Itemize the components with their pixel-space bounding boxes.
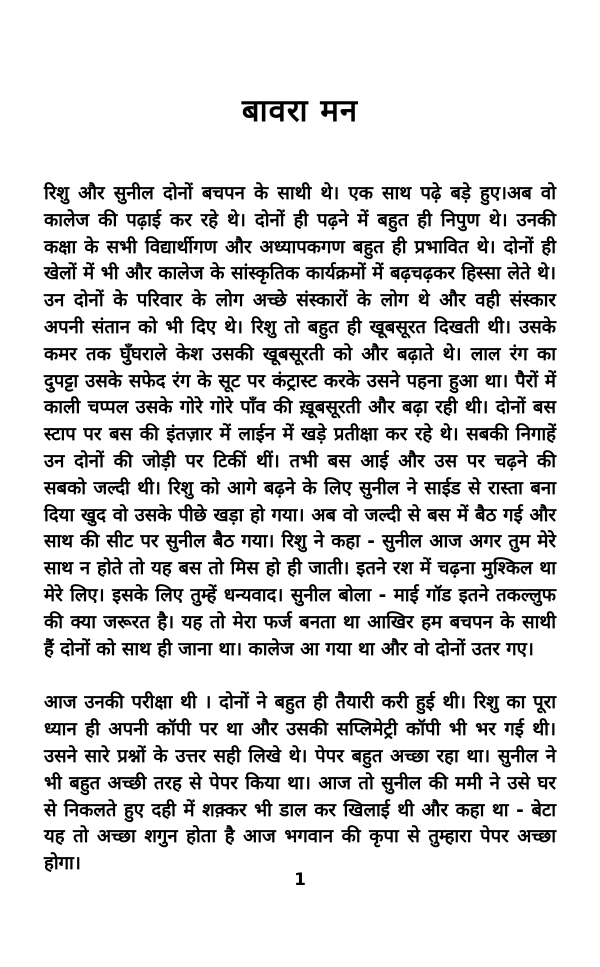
story-paragraph: रिशु और सुनील दोनों बचपन के साथी थे। एक साथ पढ़े बड़े हुए।अब वो कालेज की पढ़ाई कर रहे थे। दोनों ही पढ़ने में बहुत ही निपुण थे। उनकी कक्षा के सभी विद्यार्थीगण और अध्यापकगण बहुत ही प्रभावित थे। दोनों ही खेलों में भी और कालेज के सांस्कृतिक कार्यक्रमों में बढ़चढ़कर हिस्सा लेते थे। उन दोनों के परिवार के लोग अच्छे संस्कारों के लोग थे और वही संस्कार अपनी संतान को भी दिए थे। रिशु तो बहुत ही खूबसूरत दिखती थी। उसके कमर तक घुँघराले केश उसकी खूबसूरती को और बढ़ाते थे। लाल रंग का दुपट्टा उसके सफेद रंग के सूट पर कंट्रास्ट करके उसने पहना हुआ था। पैरों में काली चप्पल उसके गोरे गोरे पाँव की ख़ूबसूरती और बढ़ा रही थी। दोनों बस स्टाप पर बस की इंतज़ार में लाईन में खड़े प्रतीक्षा कर रहे थे। सबकी निगाहें उन दोनों की जोड़ी पर टिकीं थीं। तभी बस आई और उस पर चढ़ने की सबको जल्दी थी। रिशु को आगे बढ़ने के लिए सुनील ने साईड से रास्ता बना दिया खुद वो उसके पीछे खड़ा हो गया। अब वो जल्दी से बस में बैठ गई और साथ की सीट पर सुनील बैठ गया। रिशु ने कहा - सुनील आज अगर तुम मेरे साथ न होते तो यह बस तो मिस हो ही जाती। इतने रश में चढ़ना मुश्किल था मेरे लिए। इसके लिए तुम्हें धन्यवाद। सुनील बोला - माई गॉड इतने तकल्लुफ की क्या जरूरत है। यह तो मेरा फर्ज बनता था आखिर हम बचपन के साथी हैं दोनों को साथ ही जाना था। कालेज आ गया था और वो दोनों उतर गए। xyxy=(44,183,556,660)
story-paragraph: आज उनकी परीक्षा थी । दोनों ने बहुत ही तैयारी करी हुई थी। रिशु का पूरा ध्यान ही अपनी कॉपी पर था और उसकी सप्लिमेट्री कॉपी भी भर गई थी। उसने सारे प्रश्नों के उत्तर सही लिखे थे। पेपर बहुत अच्छा रहा था। सुनील ने भी बहुत अच्छी तरह से पेपर किया था। आज तो सुनील की ममी ने उसे घर से निकलते हुए दही में शक़्कर भी डाल कर खिलाई थी और कहा था - बेटा यह तो अच्छा शगुन होता है आज भगवान की कृपा से तुम्हारा पेपर अच्छा होगा। xyxy=(44,692,556,875)
page-number: 1 xyxy=(294,870,306,890)
story-body xyxy=(44,181,556,905)
page-title: बावरा मन xyxy=(241,93,359,129)
